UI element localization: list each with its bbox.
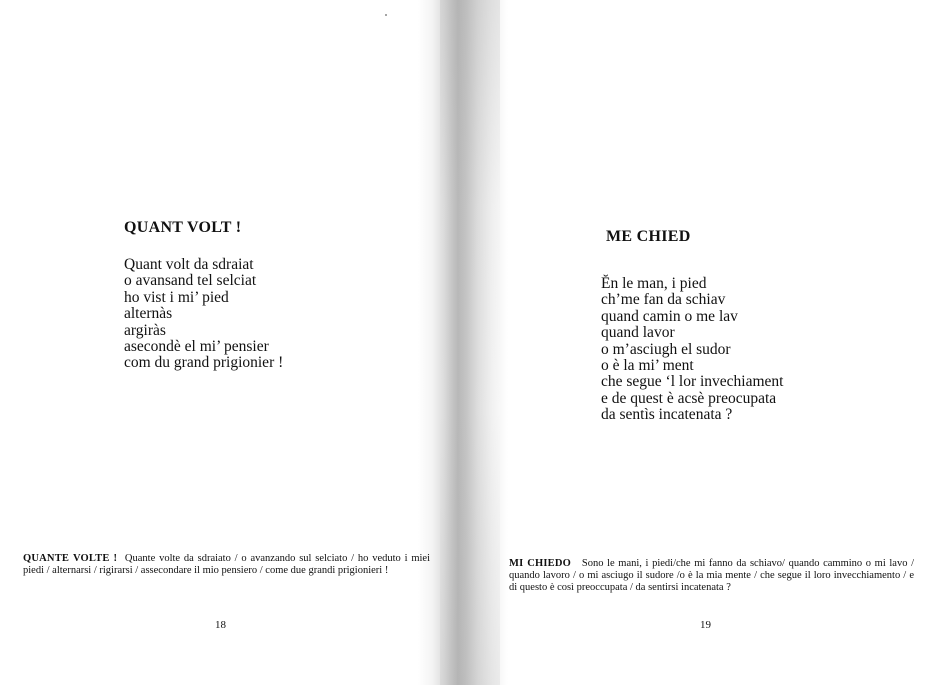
gutter-shadow (440, 0, 500, 685)
poem-line: Quant volt da sdraiat (124, 256, 254, 273)
poem-line: com du grand prigionier ! (124, 354, 284, 372)
right-translation-heading: MI CHIEDO (509, 558, 572, 569)
poem-line: e de quest è acsè preocupata (601, 389, 777, 407)
poem-line: o avansand tel selciat (124, 272, 257, 290)
right-poem-body (601, 276, 783, 424)
left-page-number: 18 (215, 619, 226, 631)
poem-line: ch’me fan da schiav (601, 291, 726, 309)
poem-line: o m’asciugh el sudor (601, 340, 731, 358)
left-translation-text: Quante volte da sdraiato / o avanzando sul selciato / ho veduto i miei piedi / alternarsi / rigirarsi / assecondare il mio pensiero / come due grandi prigionieri ! (23, 553, 431, 577)
poem-line: quand camin o me lav (601, 307, 738, 325)
poem-line: ho vist i mi’ pied (124, 288, 229, 306)
poem-line: o è la mi’ ment (601, 357, 694, 375)
poem-line: alternàs (124, 305, 173, 323)
poem-line: argiràs (124, 321, 166, 339)
right-page-number: 19 (700, 619, 711, 631)
right-translation-note (509, 558, 914, 595)
poem-line: che segue ‘l lor invechiament (601, 373, 784, 391)
poem-line: asecondè el mi’ pensier (124, 338, 269, 356)
paper-speck (385, 14, 387, 16)
poem-line: Ĕn le man, i pied (601, 275, 707, 292)
right-poem-title: ME CHIED (606, 228, 691, 245)
left-page (0, 0, 440, 685)
left-poem-body (124, 257, 283, 372)
right-translation-text: Sono le mani, i piedi/che mi fanno da schiavo/ quando cammino o mi lavo / quando lavoro / o mi asciugo il sudore /o è la mia mente / che segue il loro invecchiamento / e di questo è così preoccupata / da sentirsi incatenata ? (509, 558, 914, 594)
left-translation-note (23, 553, 430, 577)
right-page (500, 0, 945, 685)
poem-line: da sentìs incatenata ? (601, 406, 733, 424)
poem-line: quand lavor (601, 324, 675, 342)
left-poem-title: QUANT VOLT ! (124, 219, 242, 236)
left-translation-heading: QUANTE VOLTE ! (23, 553, 118, 564)
